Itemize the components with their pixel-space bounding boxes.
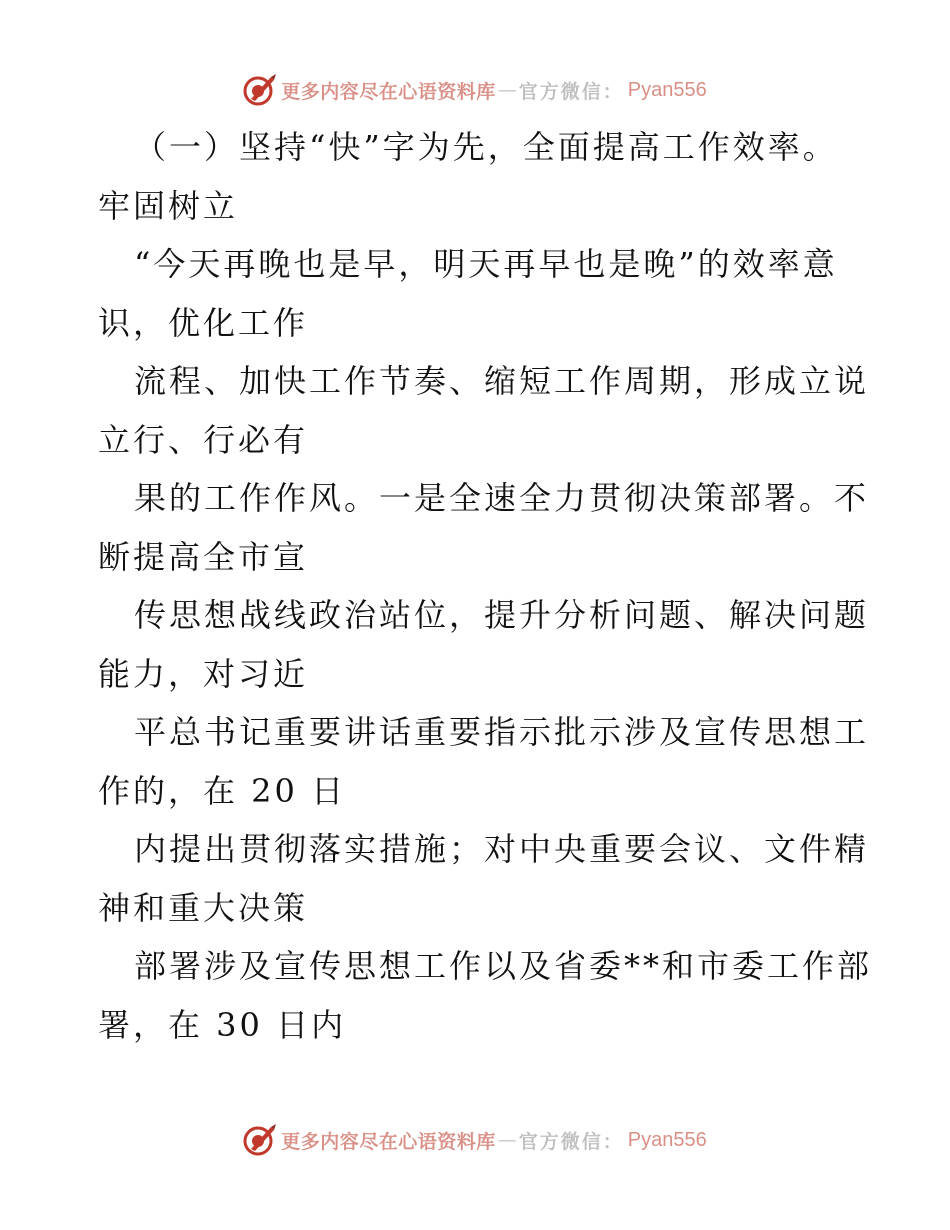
body-line: 部署涉及宣传思想工作以及省委**和市委工作部 bbox=[134, 947, 873, 985]
footer-wechat-id: Pyan556 bbox=[627, 1128, 707, 1151]
header-wechat-id: Pyan556 bbox=[627, 78, 707, 101]
body-line: 果的工作作风。一是全速全力贯彻决策部署。不 bbox=[134, 479, 870, 517]
body-line: 能力，对习近 bbox=[98, 654, 309, 693]
pen-logo-icon bbox=[243, 73, 277, 107]
header-site-text: 更多内容尽在心语资料库 bbox=[281, 80, 496, 103]
body-line: 平总书记重要讲话重要指示批示涉及宣传思想工 bbox=[134, 713, 870, 751]
body-line: 识，优化工作 bbox=[98, 303, 309, 342]
body-line: “今天再晚也是早，明天再早也是晚”的效率意 bbox=[134, 245, 838, 283]
body-line: 署，在 30 日内 bbox=[98, 1005, 347, 1044]
body-line: 流程、加快工作节奏、缩短工作周期，形成立说 bbox=[134, 362, 870, 400]
header-wechat-label: 官方微信： bbox=[518, 80, 624, 103]
pen-logo-icon bbox=[243, 1123, 277, 1157]
footer-site-text: 更多内容尽在心语资料库 bbox=[281, 1130, 496, 1153]
body-line: 断提高全市宣 bbox=[98, 537, 309, 576]
body-line: 神和重大决策 bbox=[98, 888, 309, 927]
body-line: 内提出贯彻落实措施；对中央重要会议、文件精 bbox=[134, 830, 870, 868]
body-line: 传思想战线政治站位，提升分析问题、解决问题 bbox=[134, 596, 870, 634]
header-watermark-banner bbox=[0, 70, 950, 110]
body-line: 作的，在 20 日 bbox=[98, 771, 347, 810]
body-text bbox=[98, 118, 873, 1054]
footer-watermark-banner bbox=[0, 1120, 950, 1160]
body-line: 立行、行必有 bbox=[98, 420, 309, 459]
footer-wechat-label: 官方微信： bbox=[518, 1130, 624, 1153]
footer-dash: — bbox=[497, 1129, 517, 1151]
body-line: 牢固树立 bbox=[98, 186, 239, 225]
body-line: （一）坚持“快”字为先，全面提高工作效率。 bbox=[134, 128, 838, 166]
header-dash: — bbox=[497, 79, 517, 101]
